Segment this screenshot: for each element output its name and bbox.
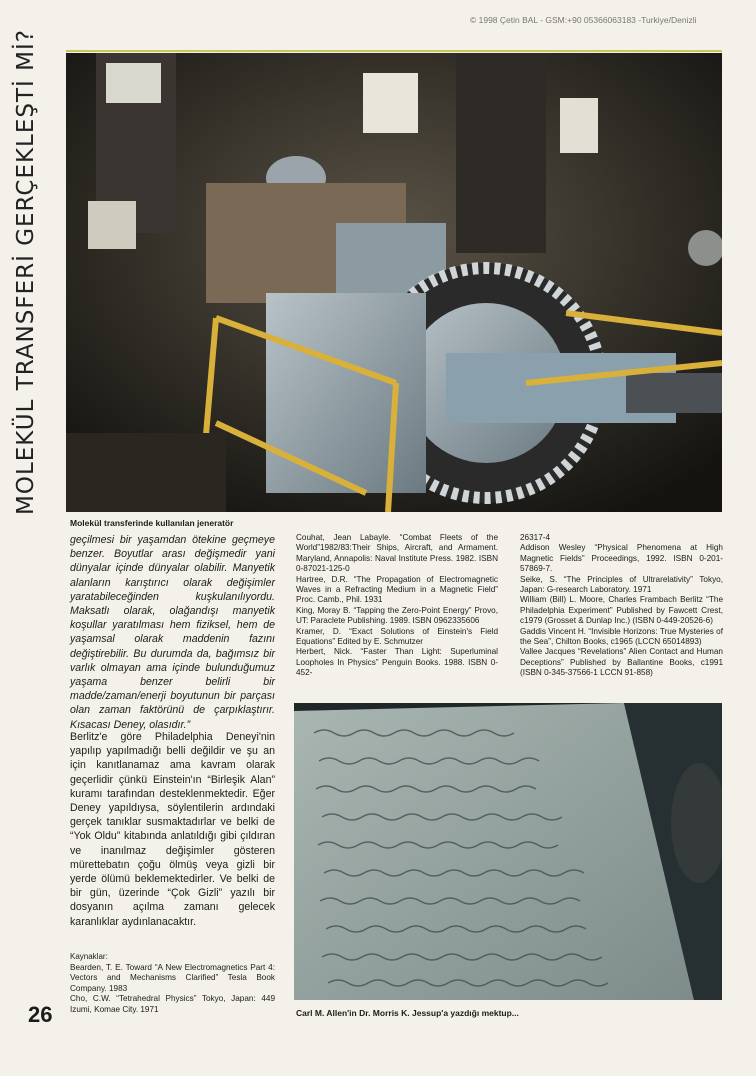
reference-item: Kramer, D. “Exact Solutions of Einstein's Field Equations” Edited by E. Schmutzer [296, 626, 498, 647]
reference-item: Couhat, Jean Labayle. “Combat Fleets of the World”1982/83:Their Ships, Aircraft, and Armament. Maryland, Annapolis: Naval Institute Press. 1982. ISBN 0-87021-125-0 [296, 533, 498, 574]
reference-item: Herbert, Nick. “Faster Than Light: Superluminal Loopholes In Physics” Penguin Books. 1988. ISBN 0-452- [296, 647, 498, 678]
reference-item: Addison Wesley “Physical Phenomena at High Magnetic Fields” Proceedings, 1992. ISBN 0-201-57869-7. [520, 543, 723, 574]
reference-item: Hartree, D.R. “The Propagation of Electromagnetic Waves in a Refracting Medium in a Magnetic Field” Proc. Camb., Phil. 1931 [296, 574, 498, 605]
article-title: MOLEKÜL TRANSFERİ GERÇEKLEŞTİ Mİ? [13, 29, 39, 515]
reference-item: 26317-4 [520, 533, 551, 542]
reference-item: King, Moray B. “Tapping the Zero-Point Energy” Provo, UT: Paraclete Publishing. 1989. ISBN 0962335606 [296, 605, 498, 626]
reference-item: Cho, C.W. “Tetrahedral Physics” Tokyo, Japan: 449 Izumi, Komae City. 1971 [70, 994, 275, 1014]
reference-item: William (Bill) L. Moore, Charles Frambach Berlitz “The Philadelphia Experiment” Published by Fawcett Crest, c1979 (Grosset & Dunlap Inc.) (ISBN 0-449-20526-6) [520, 595, 723, 626]
photo-caption-generator: Molekül transferinde kullanılan jeneratör [70, 518, 234, 528]
references-middle-column [296, 533, 498, 679]
intro-quote-paragraph: geçilmesi bir yaşamdan ötekine geçmeye benzer. Boyutlar arası değişmedir yani dünyalar içinde dünyalar olabilir. Manyetik alanların karıştırıcı olarak değişimler yaratabileceğinden kuşkulanılıyordu. Maksatlı olarak, olağandışı manyetik koşullar yaratılması hem fiziksel, hem de yaşamsal olarak maddenin fazını değiştirebilir. Bu durumda da, bağımsız bir varlık olmayan ama içinde bulunduğumuz yaşama benzer belirli bir madde/zaman/enerji boyutunun bir parçası olan zaman faktörünü de çarpıklaştırır. Kısacası Deney, olasıdır.” [70, 534, 275, 731]
references-right-column [520, 533, 723, 679]
handwritten-letter-illustration [294, 703, 722, 1000]
reference-item: Seike, S. “The Principles of Ultrarelativity” Tokyo, Japan: G-research Laboratory. 1971 [520, 574, 723, 595]
reference-item: Vallee Jacques “Revelations” Alien Contact and Human Deceptions” Published by Ballantine Books, c1991 (ISBN 0-345-37566-1 LCCN 91-858) [520, 647, 723, 678]
generator-illustration [66, 53, 722, 512]
top-rule [66, 50, 722, 52]
reference-item: Bearden, T. E. Toward “A New Electromagnetics Part 4: Vectors and Mechanisms Clarified” Tesla Book Company. 1983 [70, 963, 275, 993]
copyright-notice: © 1998 Çetin BAL - GSM:+90 05366063183 -Turkiye/Denizli [470, 15, 697, 25]
body-paragraph: Berlitz'e göre Philadelphia Deneyi'nin yapılıp yapılmadığı belli değildir ve şu an için kanıtlanamaz ama kavram olarak geçerlidir çünkü Einstein'ın “Birleşik Alan” kuramı tarafından desteklenmektedir. Eğer Deney yapıldıysa, söylentilerin ardındaki gerçek tanıklar susmaktadırlar ve belki de “Yok Oldu” kitabında anlatıldığı gibi çıldıran ve inanılmaz değişimler gösteren mürettebatın çoğu ölmüş veya gizli bir yerde ölümü beklemektedirler. Ve belki de bir gün, üzerinde “Çok Gizli” yazılı bir dosyanın açılma zamanı gelecek karanlıklar aydınlanacaktır. [70, 731, 275, 928]
letter-photo [294, 703, 722, 1000]
reference-item: Gaddis Vincent H. “Invisible Horizons: True Mysteries of the Sea”, Chilton Books, c1965 (LCCN 65014893) [520, 626, 723, 647]
generator-photo [66, 53, 722, 512]
photo-caption-letter: Carl M. Allen'in Dr. Morris K. Jessup'a yazdığı mektup... [296, 1008, 519, 1018]
sources-heading: Kaynaklar: [70, 952, 108, 961]
references-left-column [70, 963, 275, 1015]
page-number: 26 [28, 1002, 53, 1027]
